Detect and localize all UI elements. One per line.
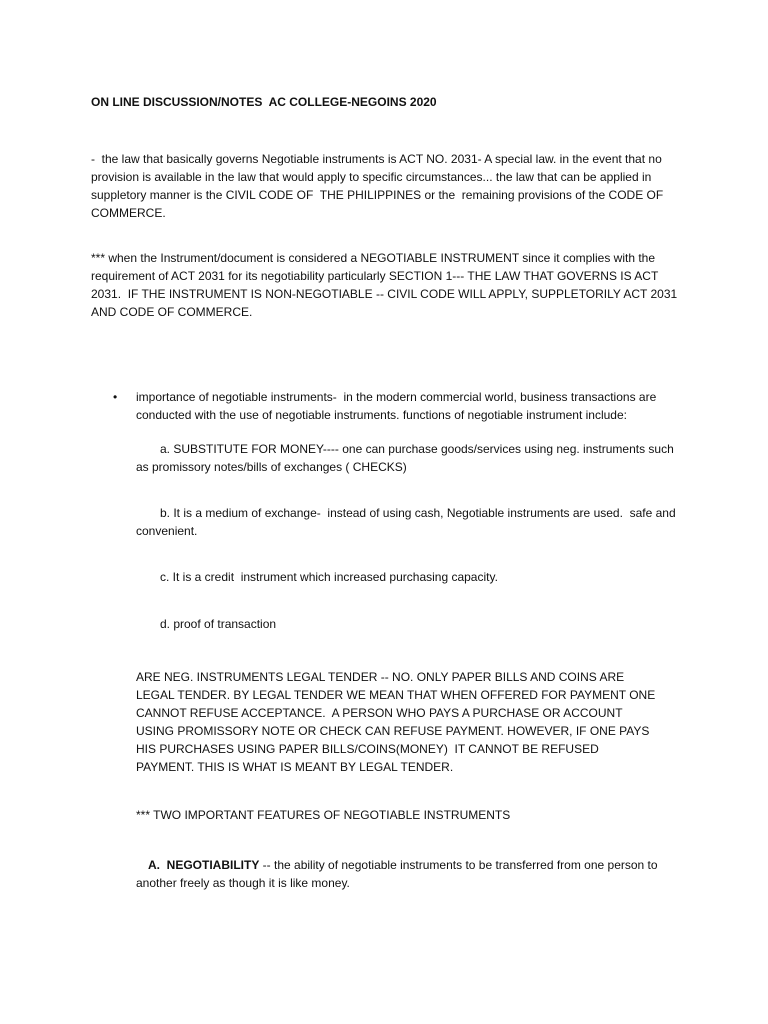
- feature-negotiability: [136, 856, 676, 892]
- paragraph-legal-tender: ARE NEG. INSTRUMENTS LEGAL TENDER -- NO. ONLY PAPER BILLS AND COINS ARE LEGAL TENDER. BY LEGAL TENDER WE MEAN THAT WHEN OFFERED FOR PAYMENT ONE CANNOT REFUSE ACCEPTANCE. A PERSON WHO PAYS A PURCHASE OR ACCOUNT USING PROMISSORY NOTE OR CHECK CAN REFUSE PAYMENT. HOWEVER, IF ONE PAYS HIS PURCHASES USING PAPER BILLS/COINS(MONEY) IT CANNOT BE REFUSED PAYMENT. THIS IS WHAT IS MEANT BY LEGAL TENDER.: [136, 670, 659, 774]
- paragraph-governing-law: - the law that basically governs Negotiable instruments is ACT NO. 2031- A special law. in the event that no provision is available in the law that would apply to specific circumstances... the law that can be applied in suppletory manner is the CIVIL CODE OF THE PHILIPPINES or the remaining provisions of the CODE OF COMMERCE.: [91, 152, 667, 220]
- feature-a-text: -- the ability of negotiable instruments to be transferred from one person to another freely as though it is like money.: [136, 858, 661, 890]
- list-item-b-text: b. It is a medium of exchange- instead of using cash, Negotiable instruments are used. safe and convenient.: [136, 506, 679, 538]
- bullet-icon: •: [113, 390, 118, 404]
- features-heading: *** TWO IMPORTANT FEATURES OF NEGOTIABLE INSTRUMENTS: [136, 808, 511, 822]
- list-item-a-text: a. SUBSTITUTE FOR MONEY---- one can purchase goods/services using neg. instruments such as promissory notes/bills of exchanges ( CHECKS): [136, 442, 678, 474]
- list-item-substitute-for-money: [136, 440, 676, 476]
- document-title: ON LINE DISCUSSION/NOTES AC COLLEGE-NEGOINS 2020: [91, 95, 437, 109]
- paragraph-negotiable-instrument: *** when the Instrument/document is considered a NEGOTIABLE INSTRUMENT since it complies with the requirement of ACT 2031 for its negotiability particularly SECTION 1--- THE LAW THAT GOVERNS IS ACT 2031. IF THE INSTRUMENT IS NON-NEGOTIABLE -- CIVIL CODE WILL APPLY, SUPPLETORILY ACT 2031 AND CODE OF COMMERCE.: [91, 251, 680, 319]
- list-item-medium-of-exchange: [136, 504, 686, 540]
- feature-a-label: A. NEGOTIABILITY: [148, 858, 260, 872]
- bullet-importance: importance of negotiable instruments- in the modern commercial world, business transactions are conducted with the use of negotiable instruments. functions of negotiable instrument include:: [136, 390, 660, 422]
- list-item-credit-instrument: c. It is a credit instrument which increased purchasing capacity.: [160, 570, 498, 584]
- list-item-proof-of-transaction: d. proof of transaction: [160, 617, 277, 631]
